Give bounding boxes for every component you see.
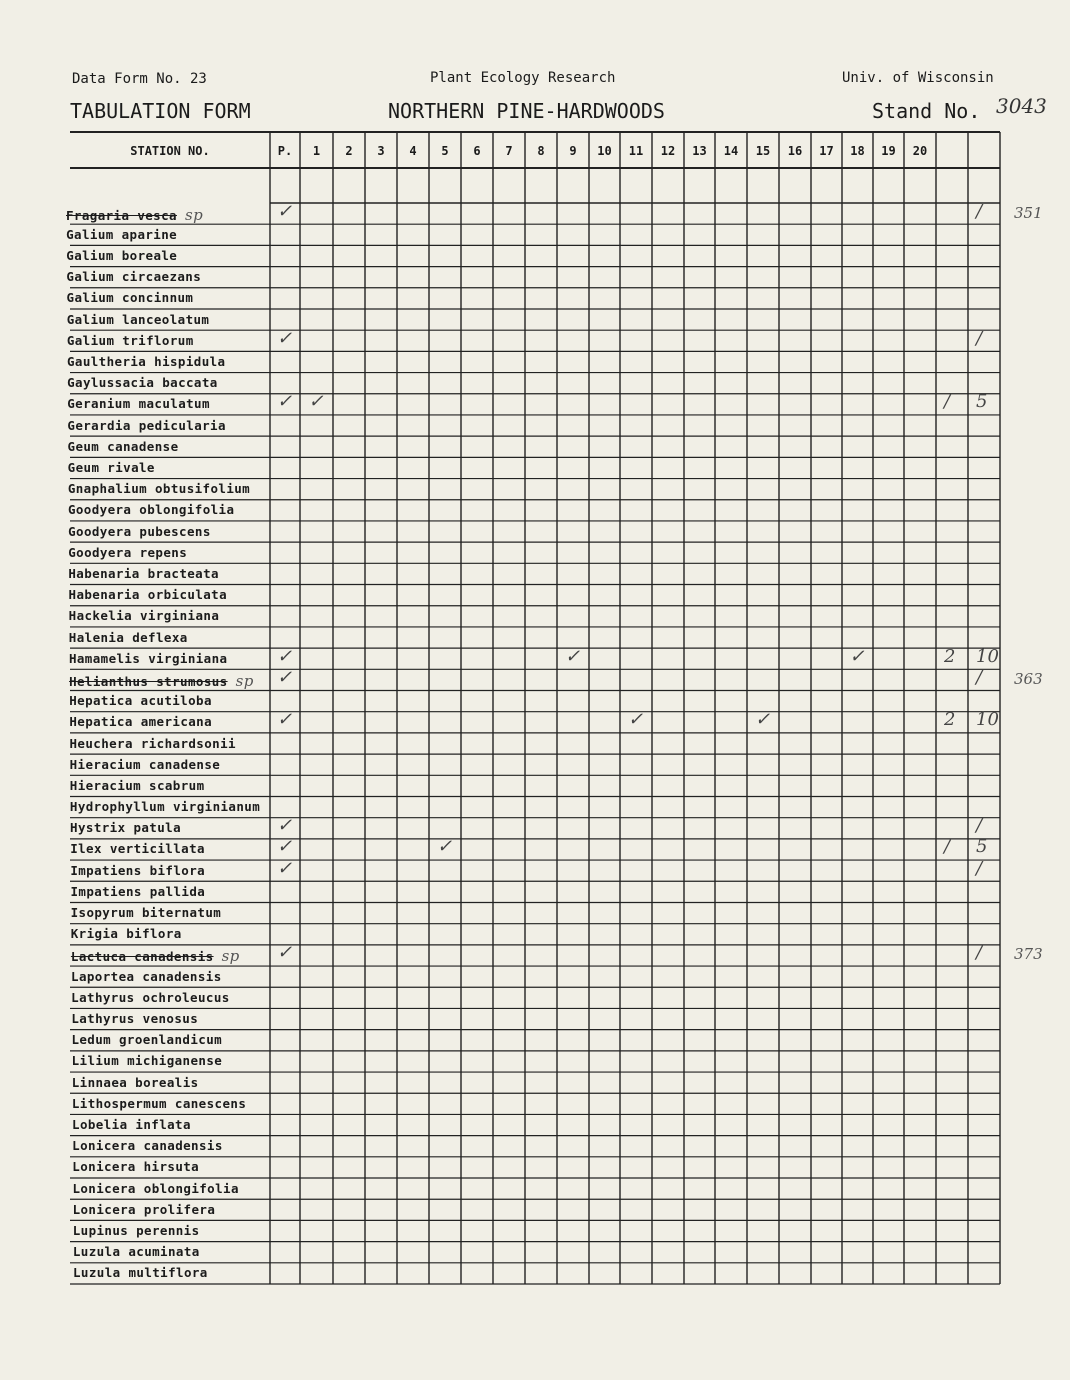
species-row-label [72, 1075, 199, 1090]
species-name: Lonicera prolifera [72, 1201, 216, 1217]
community-title: NORTHERN PINE-HARDWOODS [388, 99, 665, 123]
species-name: Hackelia virginiana [68, 608, 220, 624]
species-name: Habenaria bracteata [68, 565, 219, 581]
species-name: Galium concinnum [66, 290, 194, 306]
species-row-label [69, 714, 212, 729]
species-row-label [70, 799, 260, 814]
species-row-label [70, 757, 221, 772]
handwritten-note: sp [221, 947, 240, 966]
tally-mark: ✓ [277, 815, 293, 837]
stand-number: 3043 [996, 94, 1047, 118]
species-name: Galium lanceolatum [66, 311, 210, 327]
species-name: Hepatica acutiloba [69, 693, 212, 709]
species-name: Gaylussacia baccata [67, 375, 218, 391]
tally-mark: ✓ [849, 645, 865, 667]
station-column-10: 10 [597, 144, 612, 158]
species-row-label [68, 502, 234, 517]
station-column-18: 18 [850, 144, 865, 158]
tally-mark: / [976, 857, 983, 879]
stand-label: Stand No. [872, 99, 981, 123]
species-row-label [67, 354, 226, 369]
organization: Plant Ecology Research [430, 70, 616, 86]
station-column-17: 17 [819, 144, 834, 158]
species-name: Hystrix patula [70, 820, 182, 836]
species-row-label [70, 820, 181, 835]
species-name: Lathyrus ochroleucus [71, 989, 230, 1005]
tally-mark: ✓ [277, 327, 293, 349]
species-name: Lilium michiganense [71, 1053, 223, 1069]
species-row-label [67, 290, 194, 305]
species-name: Isopyrum biternatum [70, 905, 222, 921]
tally-mark: ✓ [277, 836, 293, 858]
species-row-label [69, 630, 188, 645]
species-row-label [70, 841, 205, 856]
station-column-2: 2 [345, 144, 353, 158]
tally-mark: ✓ [277, 709, 293, 731]
species-row-label [71, 1011, 198, 1026]
station-column-13: 13 [692, 144, 707, 158]
station-column-14: 14 [723, 144, 739, 158]
species-row-label [69, 672, 254, 690]
species-row-label [66, 269, 201, 284]
species-name: Geranium maculatum [67, 396, 210, 412]
species-name: Geum rivale [67, 459, 155, 475]
species-row-label [71, 1032, 222, 1047]
margin-note: 363 [1014, 669, 1043, 688]
species-row-label [72, 1181, 238, 1196]
tally-mark: ✓ [437, 836, 453, 858]
species-row-label [69, 693, 212, 708]
handwritten-note: sp [184, 205, 204, 224]
species-row-label [68, 481, 250, 496]
species-name: Halenia deflexa [68, 629, 188, 645]
species-row-label [73, 1223, 200, 1238]
species-name: Lactuca canadensis [70, 949, 214, 965]
species-name: Lithospermum canescens [71, 1095, 247, 1111]
tally-mark: / [944, 391, 951, 413]
species-row-label [67, 333, 194, 348]
species-name: Gnaphalium obtusifolium [67, 481, 251, 497]
species-row-label [72, 1117, 191, 1132]
tally-mark: 2 [944, 645, 956, 667]
species-name: Galium aparine [66, 226, 178, 242]
species-row-label [70, 778, 205, 793]
species-name: Luzula acuminata [72, 1244, 200, 1260]
tally-mark: ✓ [277, 391, 293, 413]
tally-mark: / [976, 815, 983, 837]
species-row-label [70, 736, 236, 751]
station-column-8: 8 [537, 144, 545, 158]
tally-mark: ✓ [277, 645, 293, 667]
species-row-label [66, 206, 203, 224]
species-row-label [69, 608, 220, 623]
station-column-15: 15 [755, 144, 771, 158]
tally-mark: ✓ [277, 666, 293, 688]
species-name: Krigia biflora [70, 926, 182, 942]
tally-mark: 5 [976, 391, 988, 413]
species-row-label [68, 460, 155, 475]
tally-mark: / [944, 836, 951, 858]
station-column-9: 9 [569, 144, 577, 158]
tally-mark: / [976, 327, 983, 349]
species-name: Goodyera pubescens [68, 523, 211, 539]
tally-mark: ✓ [755, 709, 771, 731]
species-name: Impatiens pallida [70, 883, 206, 899]
species-row-label [66, 248, 177, 263]
species-row-label [72, 1138, 223, 1153]
station-column-1: 1 [312, 144, 321, 158]
species-row-label [67, 375, 218, 390]
species-row-label [71, 990, 230, 1005]
species-name: Heuchera richardsonii [69, 735, 236, 751]
station-column-16: 16 [787, 144, 803, 158]
species-row-label [68, 566, 219, 581]
station-column-4: 4 [409, 144, 417, 158]
tally-mark: / [976, 200, 983, 222]
species-name: Fragaria vesca [66, 207, 177, 223]
handwritten-note: sp [235, 671, 254, 690]
station-column-5: 5 [441, 144, 449, 158]
species-row-label [71, 947, 240, 965]
university: Univ. of Wisconsin [842, 70, 994, 86]
species-name: Lonicera oblongifolia [72, 1180, 239, 1196]
tally-mark: 10 [976, 709, 999, 731]
species-row-label [66, 227, 177, 242]
species-name: Geum canadense [67, 438, 179, 454]
species-name: Hieracium scabrum [69, 777, 205, 793]
species-row-label [70, 884, 205, 899]
species-name: Hydrophyllum virginianum [69, 799, 261, 815]
station-number-label: STATION NO. [130, 144, 210, 158]
species-row-label [68, 524, 211, 539]
species-row-label [69, 587, 228, 602]
species-name: Impatiens biflora [70, 862, 206, 878]
species-name: Lathyrus venosus [71, 1011, 199, 1027]
species-row-label [67, 418, 226, 433]
species-name: Goodyera oblongifolia [67, 502, 235, 518]
species-row-label [71, 905, 222, 920]
species-name: Ledum groenlandicum [71, 1032, 223, 1048]
species-name: Gerardia pedicularia [67, 417, 226, 433]
margin-note: 351 [1014, 203, 1043, 222]
species-row-label [68, 545, 187, 560]
species-name: Linnaea borealis [71, 1074, 199, 1090]
species-row-label [72, 1096, 246, 1111]
species-row-label [71, 926, 182, 941]
species-row-label [72, 1159, 199, 1174]
species-name: Lupinus perennis [72, 1223, 200, 1238]
tally-mark: / [976, 942, 983, 964]
station-column-6: 6 [473, 144, 481, 158]
species-row-label [69, 651, 228, 666]
species-row-label [71, 969, 222, 984]
tally-mark: / [976, 666, 983, 688]
species-row-label [67, 312, 210, 327]
tally-mark: 5 [976, 836, 988, 858]
species-name: Galium triflorum [66, 332, 194, 348]
station-column-3: 3 [377, 144, 385, 158]
station-column-12: 12 [660, 144, 676, 158]
tally-mark: ✓ [277, 942, 293, 964]
form-title: TABULATION FORM [70, 99, 251, 123]
species-name: Hepatica americana [69, 714, 213, 730]
species-name: Gaultheria hispidula [66, 353, 226, 369]
species-name: Hamamelis virginiana [68, 650, 228, 666]
tally-mark: ✓ [628, 709, 644, 731]
species-name: Luzula multiflora [73, 1265, 208, 1281]
species-row-label [73, 1202, 216, 1217]
presence-column-label: P. [277, 144, 293, 158]
species-row-label [67, 396, 210, 411]
species-name: Lobelia inflata [72, 1117, 191, 1133]
station-column-7: 7 [505, 144, 513, 158]
species-row-label [68, 439, 179, 454]
tally-mark: 2 [944, 709, 956, 731]
species-row-label [72, 1053, 223, 1068]
species-name: Ilex verticillata [70, 841, 205, 857]
species-row-label [70, 863, 205, 878]
tally-mark: ✓ [308, 391, 324, 413]
margin-note: 373 [1014, 945, 1043, 964]
species-name: Lonicera canadensis [72, 1138, 223, 1154]
species-name: Galium boreale [66, 247, 178, 263]
species-name: Hieracium canadense [69, 756, 221, 772]
tally-mark: ✓ [565, 645, 581, 667]
tally-mark: ✓ [277, 200, 293, 222]
species-row-label [73, 1265, 208, 1280]
tally-mark: ✓ [277, 857, 293, 879]
station-column-20: 20 [912, 144, 928, 158]
station-column-19: 19 [881, 144, 896, 158]
species-name: Helianthus strumosus [69, 673, 228, 689]
station-column-11: 11 [628, 144, 644, 158]
species-name: Goodyera repens [68, 544, 188, 560]
form-number: Data Form No. 23 [72, 71, 207, 87]
tally-mark: 10 [976, 645, 999, 667]
species-row-label [73, 1244, 200, 1259]
species-name: Lonicera hirsuta [72, 1159, 200, 1175]
species-name: Laportea canadensis [71, 968, 222, 984]
species-name: Habenaria orbiculata [68, 587, 228, 603]
species-name: Galium circaezans [66, 269, 202, 285]
